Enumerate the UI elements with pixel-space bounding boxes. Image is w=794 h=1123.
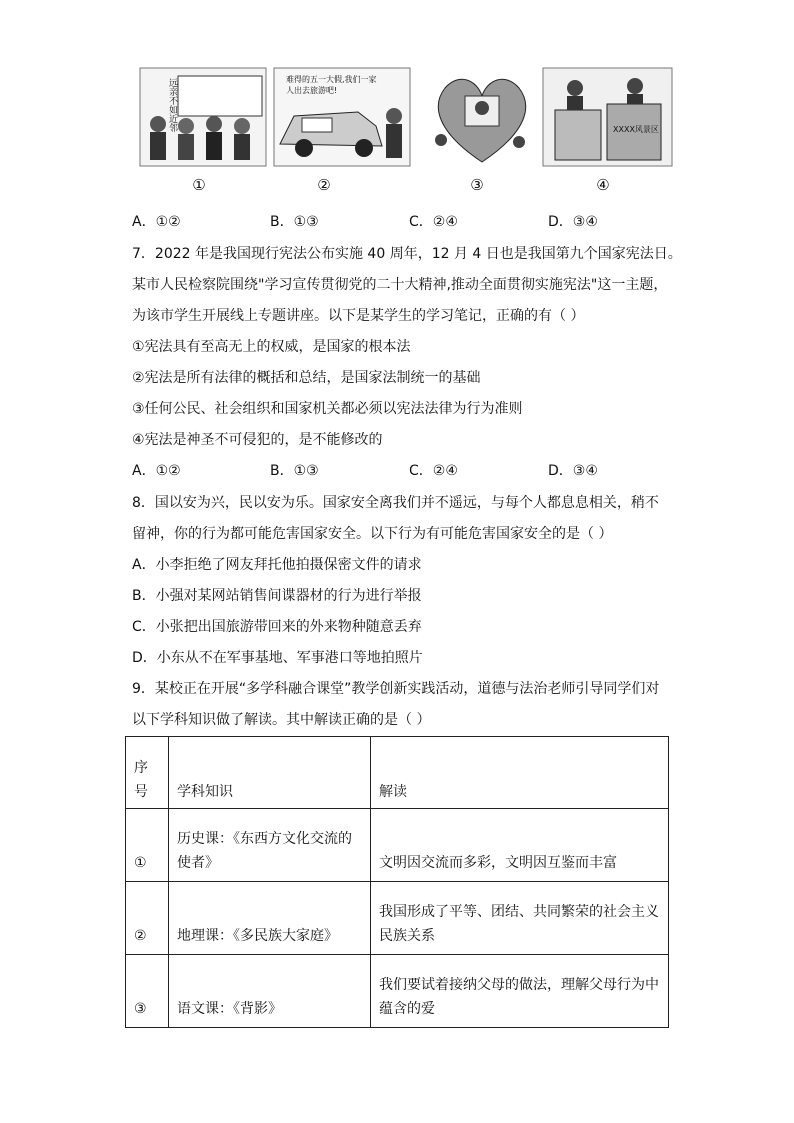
- header-subject: 学科知识: [169, 737, 371, 809]
- q9-stem-line-1: 9．某校正在开展“多学科融合课堂”教学创新实践活动，道德与法治老师引导同学们对: [132, 681, 660, 697]
- row-number: ②: [126, 882, 169, 955]
- caption-4: ④: [596, 176, 610, 194]
- row-number: ③: [126, 955, 169, 1028]
- table-row: [126, 882, 669, 955]
- q7-item-3: ③任何公民、社会组织和国家机关都必须以宪法法律为行为准则: [132, 401, 523, 417]
- q8-option-d: D．小东从不在军事基地、军事港口等地拍照片: [132, 650, 423, 666]
- row-subject: 历史课：《东西方文化交流的使者》: [169, 809, 371, 882]
- row-subject: 地理课：《多民族大家庭》: [169, 882, 371, 955]
- cartoon-panel-1: [138, 66, 268, 168]
- q8-stem-line-2: 留神，你的行为都可能危害国家安全。以下行为有可能危害国家安全的是（ ）: [132, 526, 613, 542]
- header-number: 序号: [126, 737, 169, 809]
- q6-option-d: D．③④: [548, 214, 598, 230]
- table-row: [126, 809, 669, 882]
- q9-stem-line-2: 以下学科知识做了解读。其中解读正确的是（ ）: [132, 712, 431, 728]
- caption-3: ③: [470, 176, 484, 194]
- header-reading: 解读: [371, 737, 669, 809]
- caption-1: ①: [192, 176, 206, 194]
- q6-option-b: B．①③: [270, 214, 319, 230]
- table-header-row: [126, 737, 669, 809]
- q7-stem-line-2: 某市人民检察院围绕"学习宣传贯彻党的二十大精神,推动全面贯彻实施宪法"这一主题，: [132, 277, 668, 293]
- row-reading: 我国形成了平等、团结、共同繁荣的社会主义民族关系: [371, 882, 669, 955]
- cartoon-panel-4: [541, 66, 674, 168]
- knowledge-table: [125, 736, 669, 1028]
- q8-option-b: B．小强对某网站销售间谍器材的行为进行举报: [132, 588, 422, 604]
- q7-item-4: ④宪法是神圣不可侵犯的，是不能修改的: [132, 432, 383, 448]
- cartoon-panel-2: [272, 66, 412, 168]
- q7-item-1: ①宪法具有至高无上的权威，是国家的根本法: [132, 339, 411, 355]
- q7-option-c: C．②④: [409, 463, 458, 479]
- q7-item-2: ②宪法是所有法律的概括和总结，是国家法制统一的基础: [132, 370, 481, 386]
- q7-stem-line-3: 为该市学生开展线上专题讲座。以下是某学生的学习笔记，正确的有（ ）: [132, 308, 585, 324]
- panel1-text: 远亲不如近邻: [167, 78, 177, 132]
- q7-option-d: D．③④: [548, 463, 598, 479]
- row-reading: 文明因交流而多彩，文明因互鉴而丰富: [371, 809, 669, 882]
- panel4-text: XXXX风景区: [613, 125, 659, 134]
- q7-stem-line-1: 7．2022 年是我国现行宪法公布实施 40 周年，12 月 4 日也是我国第九个国家宪法日。: [132, 246, 682, 262]
- q7-option-b: B．①③: [270, 463, 319, 479]
- q6-option-a: A．①②: [132, 214, 181, 230]
- row-subject: 语文课：《背影》: [169, 955, 371, 1028]
- row-number: ①: [126, 809, 169, 882]
- q8-stem-line-1: 8．国以安为兴，民以安为乐。国家安全离我们并不遥远，与每个人都息息相关，稍不: [132, 495, 659, 511]
- row-reading: 我们要试着接纳父母的做法，理解父母行为中蕴含的爱: [371, 955, 669, 1028]
- table-row: [126, 955, 669, 1028]
- caption-2: ②: [317, 176, 331, 194]
- q8-option-c: C．小张把出国旅游带回来的外来物种随意丢弃: [132, 619, 422, 635]
- cartoon-panel-3: [427, 66, 537, 168]
- q7-option-a: A．①②: [132, 463, 181, 479]
- panel2-text: 难得的五一大假,我们一家人出去旅游吧!: [286, 75, 377, 95]
- q8-option-a: A．小李拒绝了网友拜托他拍摄保密文件的请求: [132, 557, 422, 573]
- q6-option-c: C．②④: [409, 214, 458, 230]
